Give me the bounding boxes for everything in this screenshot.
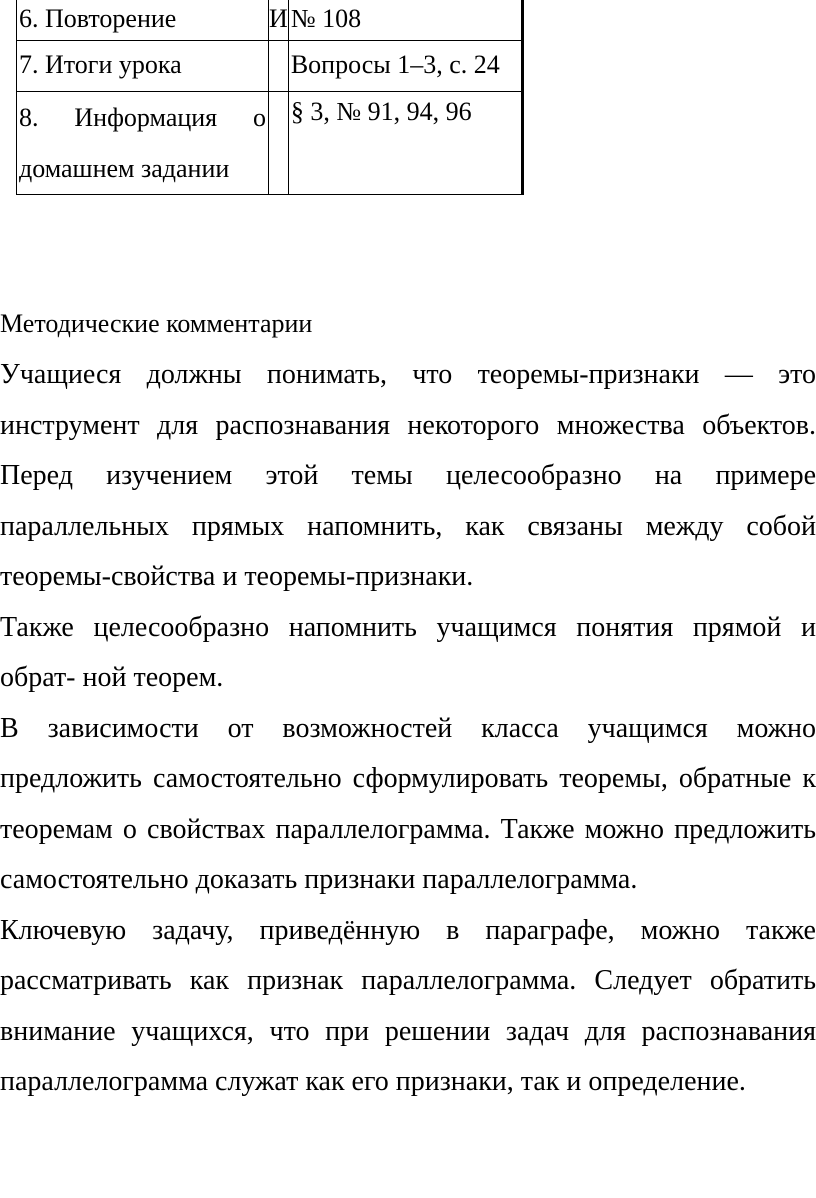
table-row (17, 0, 523, 41)
commentary-paragraph: Также целесообразно напомнить учащимся понятия прямой и обрат- ной теорем. (0, 611, 816, 693)
commentary-paragraph: В зависимости от возможностей класса учащимся можно предложить самостоятельно сформулировать теоремы, обратные к теоремам о свойствах параллелограмма. Также можно предложить самостоятельно доказать признаки параллелограмма. (0, 712, 816, 895)
commentary-paragraph: Ключевую задачу, приведённую в параграфе, можно также рассматривать как признак параллелограмма. Следует обратить внимание учащихся, что при решении задач для распознавания параллелограмма служат как его признаки, так и определение. (0, 914, 816, 1097)
commentary-body (0, 350, 816, 1108)
table-row (17, 41, 523, 92)
mark-cell (269, 92, 289, 195)
commentary-paragraph: Учащиеся должны понимать, что теоремы-признаки — это инструмент для распознавания некоторого множества объектов. Перед изучением этой темы целесообразно на примере параллельных прямых напомнить, как связаны между собой теоремы-свойства и теоремы-признаки. (0, 359, 816, 592)
table-row (17, 92, 523, 195)
stage-cell: 8. Информация о домашнем задании (17, 92, 269, 195)
lesson-plan-table (16, 0, 524, 195)
commentary-heading: Методические комментарии (0, 309, 313, 338)
mark-cell (269, 41, 289, 92)
task-cell: § 3, № 91, 94, 96 (288, 92, 522, 195)
mark-cell: И (269, 0, 289, 41)
stage-cell: 6. Повторение (17, 0, 269, 41)
stage-cell: 7. Итоги урока (17, 41, 269, 92)
task-cell: Вопросы 1–3, с. 24 (288, 41, 522, 92)
task-cell: № 108 (288, 0, 522, 41)
